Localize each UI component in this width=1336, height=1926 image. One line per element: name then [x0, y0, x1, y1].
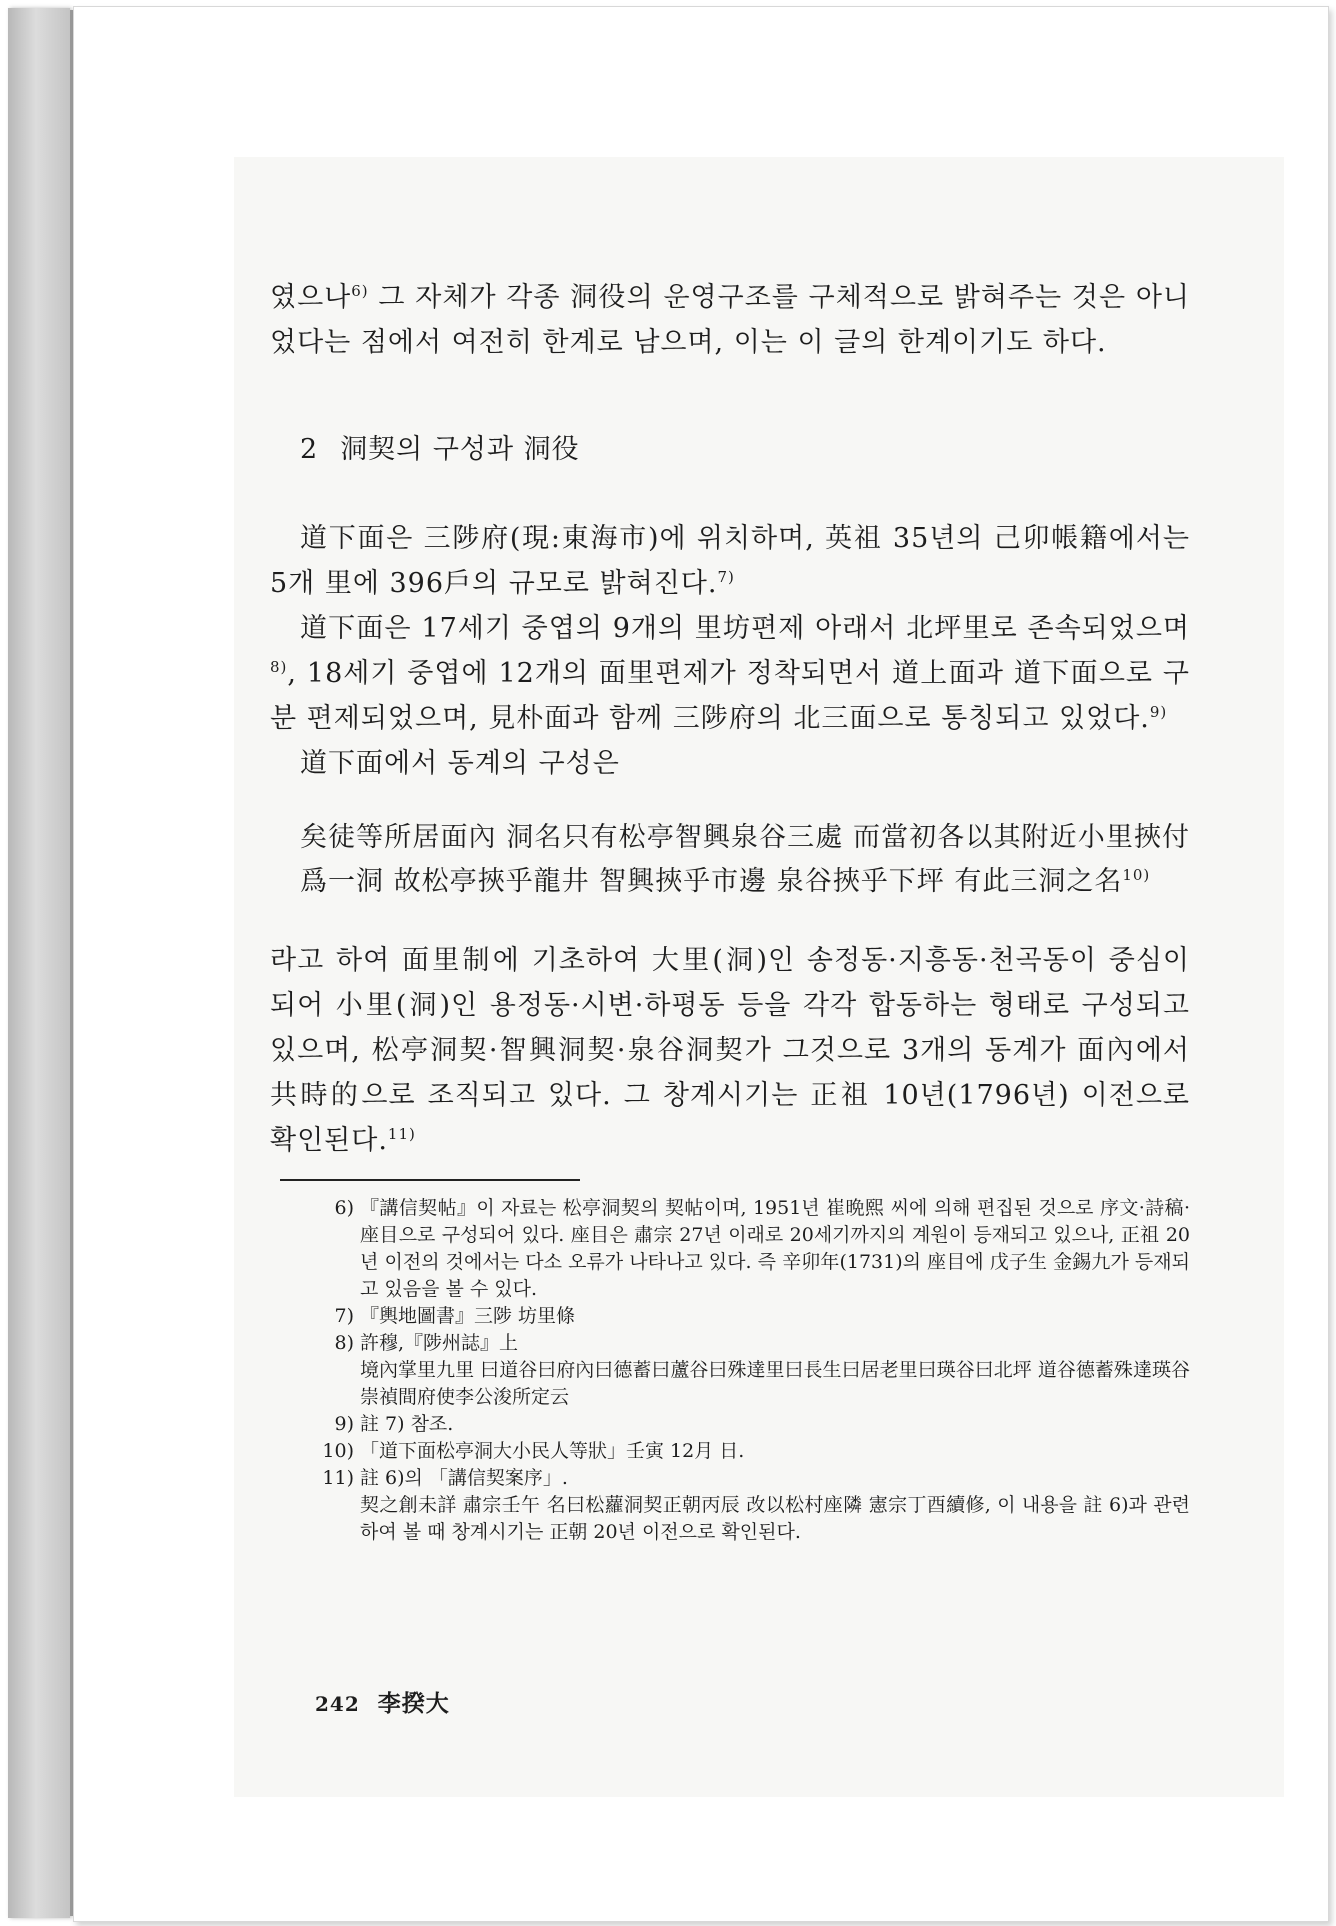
- footnote-6: 6) 『講信契帖』이 자료는 松亭洞契의 契帖이며, 1951년 崔晩熙 씨에 의해 편집된 것으로 序文·詩稿·座目으로 구성되어 있다. 座目은 肅宗 27년 이래로 20세기까지의 계원이 등재되고 있으나, 正祖 20년 이전의 것에서는 다소 오류가 나타나고 있다. 즉 辛卯年(1731)의 座目에 戊子生 金錫九가 등재되고 있음을 볼 수 있다.: [334, 1197, 1190, 1300]
- section-title: 洞契의 구성과 洞役: [340, 434, 580, 465]
- footnote-rule: [280, 1179, 580, 1181]
- intro-paragraph: 였으나$^{6)}$ 그 자체가 각종 洞役의 운영구조를 구체적으로 밝혀주는 것은 아니었다는 점에서 여전히 한계로 남으며, 이는 이 글의 한계이기도 하다.: [270, 282, 1190, 358]
- footnote-ref-7: 7): [717, 568, 735, 586]
- footnote-ref-6: 6): [351, 282, 369, 300]
- book-spine: [8, 8, 70, 1918]
- footnotes: [310, 1195, 1190, 1546]
- paragraph-1: 道下面은 三陟府(現:東海市)에 위치하며, 英祖 35년의 己卯帳籍에서는 5개 里에 396戶의 규모로 밝혀진다.$^{7)}$: [270, 523, 1190, 599]
- running-author: 李揆大: [377, 1690, 450, 1717]
- footnote-8-quote: 境內掌里九里 曰道谷曰府內曰德蓄曰蘆谷曰殊達里曰長生曰居老里曰瑛谷曰北坪 道谷德蓄殊達瑛谷 崇禎間府使李公浚所定云: [360, 1359, 1190, 1408]
- section-number: 2: [300, 434, 319, 465]
- page-number: 242: [315, 1692, 360, 1716]
- footnote-11-quote: 契之創未詳 肅宗壬午 名曰松蘿洞契正朝丙辰 改以松村座隣 憲宗丁酉續修, 이 내용을 註 6)과 관련하여 볼 때 창계시기는 正朝 20년 이전으로 확인된다.: [360, 1494, 1190, 1543]
- footnote-10: 10) 「道下面松亭洞大小民人等狀」壬寅 12月 日.: [322, 1440, 745, 1462]
- footnote-9: 9) 註 7) 참조.: [334, 1413, 454, 1435]
- paragraph-2: 道下面은 17세기 중엽의 9개의 里坊편제 아래서 北坪里로 존속되었으며$^{8)}$, 18세기 중엽에 12개의 面里편제가 정착되면서 道上面과 道下面으로 구분 편제되었으며, 見朴面과 함께 三陟府의 北三面으로 통칭되고 있었다.$^{9)}$: [270, 613, 1190, 734]
- page-folio: [315, 1685, 450, 1718]
- block-quote: 矣徒等所居面內 洞名只有松亭智興泉谷三處 而當初各以其附近小里挾付爲一洞 故松亭挾乎龍井 智興挾乎市邊 泉谷挾乎下坪 有此三洞之名$^{10)}$: [300, 822, 1190, 897]
- footnote-ref-9: 9): [1149, 703, 1168, 721]
- footnote-ref-10: 10): [1122, 866, 1151, 884]
- paragraph-4: 라고 하여 面里制에 기초하여 大里(洞)인 송정동·지흥동·천곡동이 중심이 되어 小里(洞)인 용정동·시변·하평동 등을 각각 합동하는 형태로 구성되고 있으며, 松亭洞契·智興洞契·泉谷洞契가 그것으로 3개의 동계가 面內에서 共時的으로 조직되고 있다. 그 창계시기는 正祖 10년(1796년) 이전으로 확인된다.$^{11)}$: [270, 945, 1190, 1156]
- footnote-ref-8: 8): [270, 658, 288, 676]
- footnote-11: 11) 註 6)의 「講信契案序」.: [322, 1467, 568, 1489]
- footnote-7: 7) 『輿地圖書』三陟 坊里條: [334, 1305, 576, 1327]
- footnote-8: 8) 許穆,『陟州誌』上: [334, 1332, 519, 1354]
- paragraph-3: 道下面에서 동계의 구성은: [300, 748, 620, 779]
- footnote-ref-11: 11): [387, 1125, 416, 1143]
- section-heading: [300, 427, 1190, 466]
- page-content: [270, 275, 1190, 1546]
